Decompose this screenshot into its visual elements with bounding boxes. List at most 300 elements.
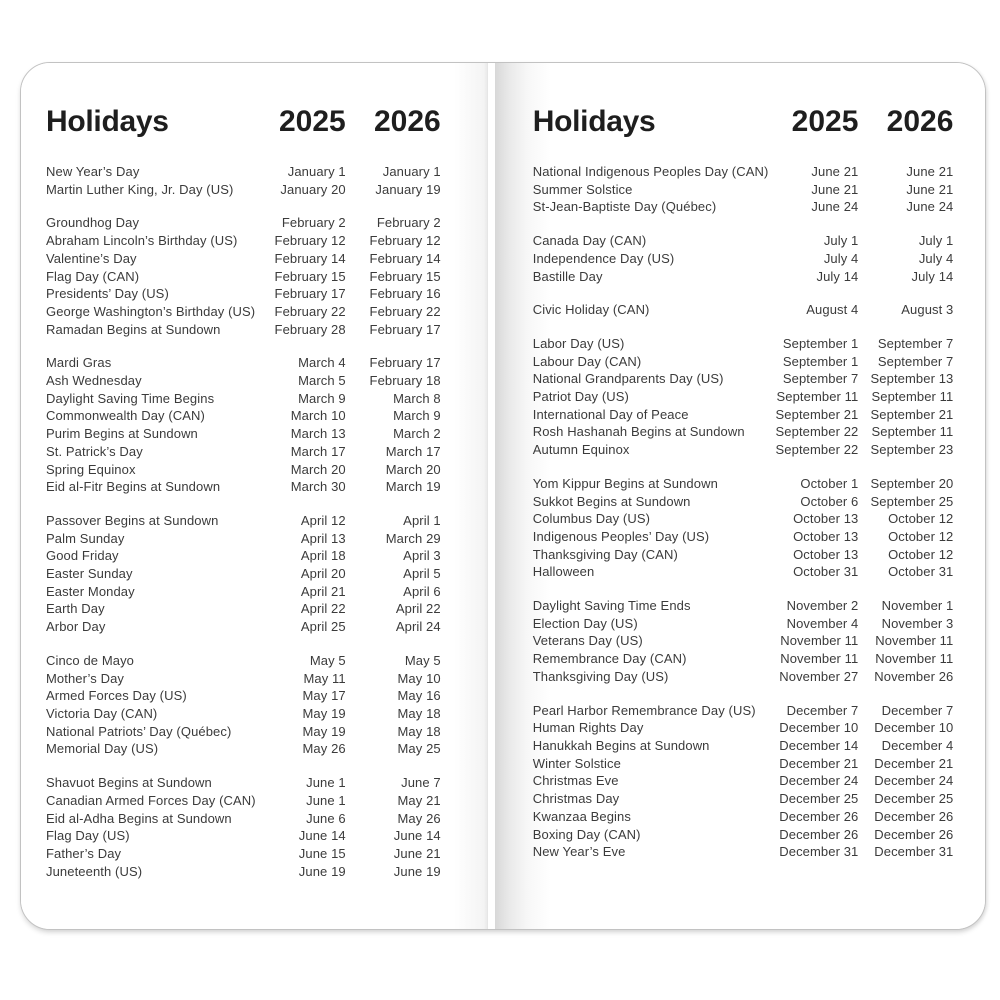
holiday-month-group: [46, 214, 441, 338]
date-2026: April 5: [403, 566, 441, 582]
holiday-row: [533, 650, 954, 668]
holiday-name: Flag Day (US): [46, 828, 130, 844]
date-2025: February 28: [274, 321, 346, 337]
holiday-row: [46, 372, 441, 390]
date-2026: January 19: [375, 181, 441, 197]
holiday-row: [46, 774, 441, 792]
holiday-name: Election Day (US): [532, 615, 638, 631]
holiday-row: [533, 406, 954, 424]
date-2025: April 12: [300, 512, 346, 528]
date-2026: October 31: [888, 564, 954, 580]
date-2026: November 11: [875, 651, 954, 667]
holiday-month-group: [46, 652, 441, 758]
date-2025: June 21: [811, 181, 859, 197]
date-2026: February 16: [369, 286, 441, 302]
date-2025: February 17: [274, 286, 346, 302]
date-2025: July 1: [823, 233, 859, 249]
holiday-name: Valentine’s Day: [46, 250, 137, 266]
date-2025: October 13: [793, 511, 859, 527]
holiday-name: Martin Luther King, Jr. Day (US): [46, 181, 234, 197]
holiday-name: Canada Day (CAN): [532, 233, 647, 249]
date-2026: December 31: [874, 844, 954, 860]
holiday-name: Eid al-Fitr Begins at Sundown: [46, 479, 221, 495]
date-2026: December 21: [874, 755, 954, 771]
date-2025: March 9: [298, 390, 346, 406]
right-page-header: [533, 103, 954, 141]
date-2025: March 30: [290, 479, 346, 495]
left-page-header: [46, 103, 441, 141]
holiday-row: [46, 583, 441, 601]
holiday-name: Memorial Day (US): [46, 741, 159, 757]
holiday-month-group: [533, 232, 954, 285]
date-2025: September 7: [782, 371, 859, 387]
holiday-row: [46, 512, 441, 530]
holiday-row: [533, 528, 954, 546]
date-2026: September 7: [877, 353, 954, 369]
holiday-month-group: [533, 163, 954, 216]
holiday-row: [533, 335, 954, 353]
holiday-row: [533, 493, 954, 511]
date-2026: December 26: [874, 808, 954, 824]
right-page: [495, 63, 986, 929]
date-2025: September 1: [782, 353, 859, 369]
date-2026: February 18: [369, 373, 441, 389]
holiday-month-group: [533, 597, 954, 686]
date-2026: April 1: [403, 512, 441, 528]
holiday-row: [533, 615, 954, 633]
date-2026: February 22: [369, 303, 441, 319]
date-2025: April 13: [300, 530, 346, 546]
holiday-row: [46, 163, 441, 181]
holiday-row: [533, 198, 954, 216]
holiday-row: [46, 827, 441, 845]
year-header-2025: 2025: [791, 105, 859, 138]
date-2026: March 9: [393, 408, 441, 424]
page-title: Holidays: [532, 105, 656, 138]
holiday-name: Winter Solstice: [532, 755, 621, 771]
date-2025: March 10: [290, 408, 346, 424]
date-2025: November 2: [786, 598, 859, 614]
date-2025: September 21: [775, 406, 859, 422]
holiday-name: Groundhog Day: [46, 215, 140, 231]
date-2025: April 22: [300, 601, 346, 617]
holiday-name: Easter Sunday: [46, 566, 133, 582]
date-2026: May 18: [397, 723, 441, 739]
holiday-name: Civic Holiday (CAN): [532, 302, 650, 318]
holiday-name: Yom Kippur Begins at Sundown: [532, 475, 718, 491]
holiday-row: [46, 285, 441, 303]
left-page-holiday-list: [46, 163, 441, 880]
holiday-month-group: [533, 702, 954, 861]
date-2025: February 12: [274, 233, 346, 249]
date-2026: February 12: [369, 233, 441, 249]
holiday-name: Halloween: [532, 564, 595, 580]
date-2026: November 11: [875, 633, 954, 649]
holiday-row: [46, 687, 441, 705]
date-2025: September 22: [775, 442, 859, 458]
date-2026: May 25: [397, 741, 441, 757]
holiday-name: Presidents’ Day (US): [46, 286, 169, 302]
holiday-row: [46, 565, 441, 583]
date-2025: December 7: [786, 702, 859, 718]
date-2025: December 26: [779, 808, 859, 824]
date-2025: May 19: [302, 723, 346, 739]
date-2025: June 24: [811, 199, 859, 215]
holiday-row: [533, 668, 954, 686]
holiday-name: Cinco de Mayo: [46, 652, 135, 668]
holiday-name: Flag Day (CAN): [46, 268, 140, 284]
date-2025: March 5: [298, 373, 346, 389]
holiday-row: [46, 268, 441, 286]
year-header-2026: 2026: [373, 105, 441, 138]
holiday-name: New Year’s Eve: [532, 844, 626, 860]
date-2025: November 11: [780, 633, 859, 649]
date-2026: June 19: [393, 863, 441, 879]
holiday-name: National Patriots’ Day (Québec): [46, 723, 232, 739]
date-2025: December 14: [779, 737, 859, 753]
holiday-row: [46, 407, 441, 425]
date-2026: March 17: [385, 443, 441, 459]
date-2026: November 1: [881, 598, 954, 614]
date-2025: April 18: [300, 548, 346, 564]
date-2025: November 27: [779, 668, 859, 684]
holiday-row: [533, 268, 954, 286]
holiday-row: [533, 250, 954, 268]
date-2026: October 12: [888, 528, 954, 544]
holiday-name: Indigenous Peoples’ Day (US): [532, 528, 710, 544]
date-2025: July 14: [816, 268, 859, 284]
holiday-name: New Year’s Day: [46, 164, 140, 179]
date-2025: May 5: [309, 652, 346, 668]
holiday-row: [46, 810, 441, 828]
date-2026: February 2: [376, 215, 441, 231]
holiday-row: [533, 232, 954, 250]
holiday-name: Labor Day (US): [532, 335, 625, 351]
holiday-row: [533, 808, 954, 826]
holiday-row: [533, 719, 954, 737]
holiday-row: [46, 792, 441, 810]
holiday-row: [46, 303, 441, 321]
holiday-row: [46, 530, 441, 548]
date-2025: August 4: [806, 302, 859, 318]
holiday-row: [46, 390, 441, 408]
date-2025: October 6: [800, 493, 859, 509]
date-2025: June 14: [298, 828, 346, 844]
date-2026: April 3: [403, 548, 441, 564]
holiday-month-group: [533, 475, 954, 581]
holiday-name: Juneteenth (US): [46, 863, 143, 879]
book-spine-gutter: [487, 63, 495, 929]
left-page: [21, 63, 487, 929]
holiday-row: [46, 618, 441, 636]
holiday-name: Spring Equinox: [46, 461, 136, 477]
date-2025: March 17: [290, 443, 346, 459]
holiday-name: St. Patrick’s Day: [46, 443, 143, 459]
date-2026: June 21: [906, 181, 954, 197]
date-2026: May 21: [397, 792, 441, 808]
date-2025: June 19: [298, 863, 346, 879]
date-2026: May 10: [397, 670, 441, 686]
date-2026: November 3: [881, 615, 954, 631]
date-2025: October 13: [793, 546, 859, 562]
holiday-name: Remembrance Day (CAN): [532, 651, 687, 667]
holiday-name: Summer Solstice: [532, 181, 633, 197]
holiday-name: Kwanzaa Begins: [532, 808, 631, 824]
holiday-row: [46, 600, 441, 618]
holiday-name: Pearl Harbor Remembrance Day (US): [532, 702, 756, 718]
holiday-row: [533, 388, 954, 406]
holiday-name: Canadian Armed Forces Day (CAN): [46, 792, 256, 808]
date-2025: March 20: [290, 461, 346, 477]
year-header-2025: 2025: [278, 105, 346, 138]
holiday-row: [46, 425, 441, 443]
date-2026: July 1: [918, 233, 954, 249]
holiday-name: Thanksgiving Day (CAN): [532, 546, 678, 562]
date-2026: September 21: [870, 406, 954, 422]
holiday-row: [533, 510, 954, 528]
date-2026: March 20: [385, 461, 441, 477]
date-2025: March 4: [298, 355, 346, 371]
date-2026: December 24: [874, 773, 954, 789]
holiday-row: [46, 443, 441, 461]
holiday-row: [46, 705, 441, 723]
holiday-name: Patriot Day (US): [532, 389, 629, 405]
date-2025: April 21: [300, 583, 346, 599]
date-2025: June 1: [306, 775, 346, 791]
date-2026: December 10: [874, 720, 954, 736]
date-2025: October 1: [800, 475, 859, 491]
date-2026: September 11: [871, 424, 954, 440]
holiday-row: [533, 563, 954, 581]
date-2026: November 26: [874, 668, 954, 684]
holiday-month-group: [533, 335, 954, 459]
page-title: Holidays: [46, 105, 169, 138]
holiday-row: [533, 772, 954, 790]
date-2025: June 21: [811, 164, 859, 179]
holiday-name: National Grandparents Day (US): [532, 371, 724, 387]
holiday-name: Armed Forces Day (US): [46, 688, 187, 704]
date-2026: October 12: [888, 546, 954, 562]
date-2026: September 23: [870, 442, 954, 458]
holiday-row: [46, 652, 441, 670]
holiday-name: Independence Day (US): [532, 250, 675, 266]
date-2025: May 11: [303, 670, 346, 686]
holiday-name: Veterans Day (US): [532, 633, 643, 649]
holiday-name: Commonwealth Day (CAN): [46, 408, 205, 424]
holiday-row: [533, 755, 954, 773]
holiday-row: [46, 232, 441, 250]
year-header-2026: 2026: [886, 105, 954, 138]
holiday-row: [46, 863, 441, 881]
holiday-row: [46, 321, 441, 339]
date-2026: December 7: [881, 702, 954, 718]
holiday-name: Arbor Day: [46, 619, 106, 635]
holiday-name: Hanukkah Begins at Sundown: [532, 737, 710, 753]
date-2026: February 17: [369, 355, 441, 371]
date-2025: April 25: [300, 619, 346, 635]
date-2025: February 22: [274, 303, 346, 319]
holiday-row: [533, 423, 954, 441]
date-2026: May 16: [397, 688, 441, 704]
holiday-name: Abraham Lincoln’s Birthday (US): [46, 233, 238, 249]
date-2025: January 1: [287, 164, 346, 179]
holiday-name: Purim Begins at Sundown: [46, 426, 198, 442]
date-2025: April 20: [300, 566, 346, 582]
holiday-row: [46, 181, 441, 199]
date-2026: July 4: [918, 250, 954, 266]
date-2025: October 31: [793, 564, 859, 580]
holiday-row: [46, 461, 441, 479]
holiday-name: Victoria Day (CAN): [46, 705, 158, 721]
date-2025: November 11: [780, 651, 859, 667]
holiday-name: Easter Monday: [46, 583, 135, 599]
date-2026: March 8: [393, 390, 441, 406]
holiday-name: Mother’s Day: [46, 670, 125, 686]
holiday-name: Sukkot Begins at Sundown: [532, 493, 691, 509]
holiday-name: Bastille Day: [532, 268, 603, 284]
date-2026: April 6: [403, 583, 441, 599]
date-2025: September 1: [782, 335, 859, 351]
holiday-row: [533, 475, 954, 493]
holiday-name: Good Friday: [46, 548, 119, 564]
date-2026: August 3: [901, 302, 954, 318]
date-2025: December 31: [779, 844, 859, 860]
holiday-name: Thanksgiving Day (US): [532, 668, 669, 684]
date-2026: March 2: [393, 426, 441, 442]
holiday-row: [533, 632, 954, 650]
right-page-holiday-list: [533, 163, 954, 861]
date-2025: December 25: [779, 791, 859, 807]
holiday-row: [533, 737, 954, 755]
holiday-row: [533, 826, 954, 844]
holiday-name: Passover Begins at Sundown: [46, 512, 219, 528]
holiday-month-group: [46, 774, 441, 880]
date-2026: April 22: [395, 601, 441, 617]
holiday-name: National Indigenous Peoples Day (CAN): [532, 164, 769, 179]
holiday-name: Earth Day: [46, 601, 105, 617]
holiday-row: [46, 547, 441, 565]
holiday-name: International Day of Peace: [532, 406, 689, 422]
holiday-name: Human Rights Day: [532, 720, 644, 736]
date-2026: June 7: [401, 775, 441, 791]
date-2025: February 14: [274, 250, 346, 266]
date-2025: December 26: [779, 826, 859, 842]
date-2026: May 5: [404, 652, 441, 668]
date-2026: December 25: [874, 791, 954, 807]
holiday-name: Ramadan Begins at Sundown: [46, 321, 221, 337]
holiday-row: [533, 163, 954, 181]
holiday-month-group: [533, 301, 954, 319]
holiday-name: Father’s Day: [46, 845, 122, 861]
holiday-row: [533, 441, 954, 459]
date-2025: June 1: [306, 792, 346, 808]
date-2026: September 13: [870, 371, 954, 387]
holiday-name: Mardi Gras: [46, 355, 112, 371]
date-2026: March 19: [385, 479, 441, 495]
holiday-name: Columbus Day (US): [532, 511, 651, 527]
date-2026: December 26: [874, 826, 954, 842]
holiday-name: Christmas Day: [532, 791, 620, 807]
date-2026: April 24: [395, 619, 441, 635]
date-2025: May 19: [302, 705, 346, 721]
date-2025: November 4: [786, 615, 859, 631]
date-2025: December 10: [779, 720, 859, 736]
date-2026: February 17: [369, 321, 441, 337]
holiday-name: Eid al-Adha Begins at Sundown: [46, 810, 232, 826]
date-2025: December 24: [779, 773, 859, 789]
date-2026: June 21: [906, 164, 954, 179]
holiday-name: George Washington’s Birthday (US): [46, 303, 256, 319]
date-2026: July 14: [911, 268, 954, 284]
holiday-name: Daylight Saving Time Begins: [46, 390, 215, 406]
holiday-month-group: [46, 163, 441, 198]
date-2026: September 25: [870, 493, 954, 509]
date-2025: September 22: [775, 424, 859, 440]
date-2026: September 20: [870, 475, 954, 491]
date-2025: February 2: [281, 215, 346, 231]
date-2026: January 1: [382, 164, 441, 179]
date-2025: September 11: [776, 389, 859, 405]
date-2026: February 15: [369, 268, 441, 284]
date-2025: June 6: [306, 810, 346, 826]
date-2026: May 26: [397, 810, 441, 826]
date-2026: October 12: [888, 511, 954, 527]
date-2025: May 26: [302, 741, 346, 757]
holiday-name: St-Jean-Baptiste Day (Québec): [532, 199, 717, 215]
holiday-row: [46, 214, 441, 232]
date-2025: June 15: [298, 845, 346, 861]
date-2025: October 13: [793, 528, 859, 544]
date-2025: February 15: [274, 268, 346, 284]
holiday-row: [533, 546, 954, 564]
holiday-row: [533, 181, 954, 199]
holiday-name: Rosh Hashanah Begins at Sundown: [532, 424, 745, 440]
holiday-name: Shavuot Begins at Sundown: [46, 775, 212, 791]
date-2025: December 21: [779, 755, 859, 771]
date-2025: May 17: [302, 688, 346, 704]
holiday-month-group: [46, 512, 441, 636]
holiday-name: Palm Sunday: [46, 530, 125, 546]
holiday-row: [533, 843, 954, 861]
holiday-name: Boxing Day (CAN): [532, 826, 641, 842]
date-2025: January 20: [280, 181, 346, 197]
holiday-row: [46, 250, 441, 268]
holiday-name: Autumn Equinox: [532, 442, 630, 458]
holiday-name: Christmas Eve: [532, 773, 619, 789]
holiday-row: [533, 597, 954, 615]
holiday-row: [46, 740, 441, 758]
date-2025: March 13: [290, 426, 346, 442]
date-2026: May 18: [397, 705, 441, 721]
planner-holidays-spread: [20, 62, 986, 930]
holiday-name: Labour Day (CAN): [532, 353, 642, 369]
date-2026: June 24: [906, 199, 954, 215]
date-2026: March 29: [385, 530, 441, 546]
holiday-row: [46, 670, 441, 688]
holiday-row: [533, 702, 954, 720]
date-2026: June 21: [393, 845, 441, 861]
holiday-row: [46, 845, 441, 863]
holiday-row: [533, 370, 954, 388]
holiday-row: [46, 354, 441, 372]
holiday-row: [533, 353, 954, 371]
date-2025: July 4: [823, 250, 859, 266]
holiday-month-group: [46, 354, 441, 496]
date-2026: September 11: [871, 389, 954, 405]
date-2026: June 14: [393, 828, 441, 844]
holiday-row: [46, 478, 441, 496]
holiday-name: Ash Wednesday: [46, 373, 142, 389]
